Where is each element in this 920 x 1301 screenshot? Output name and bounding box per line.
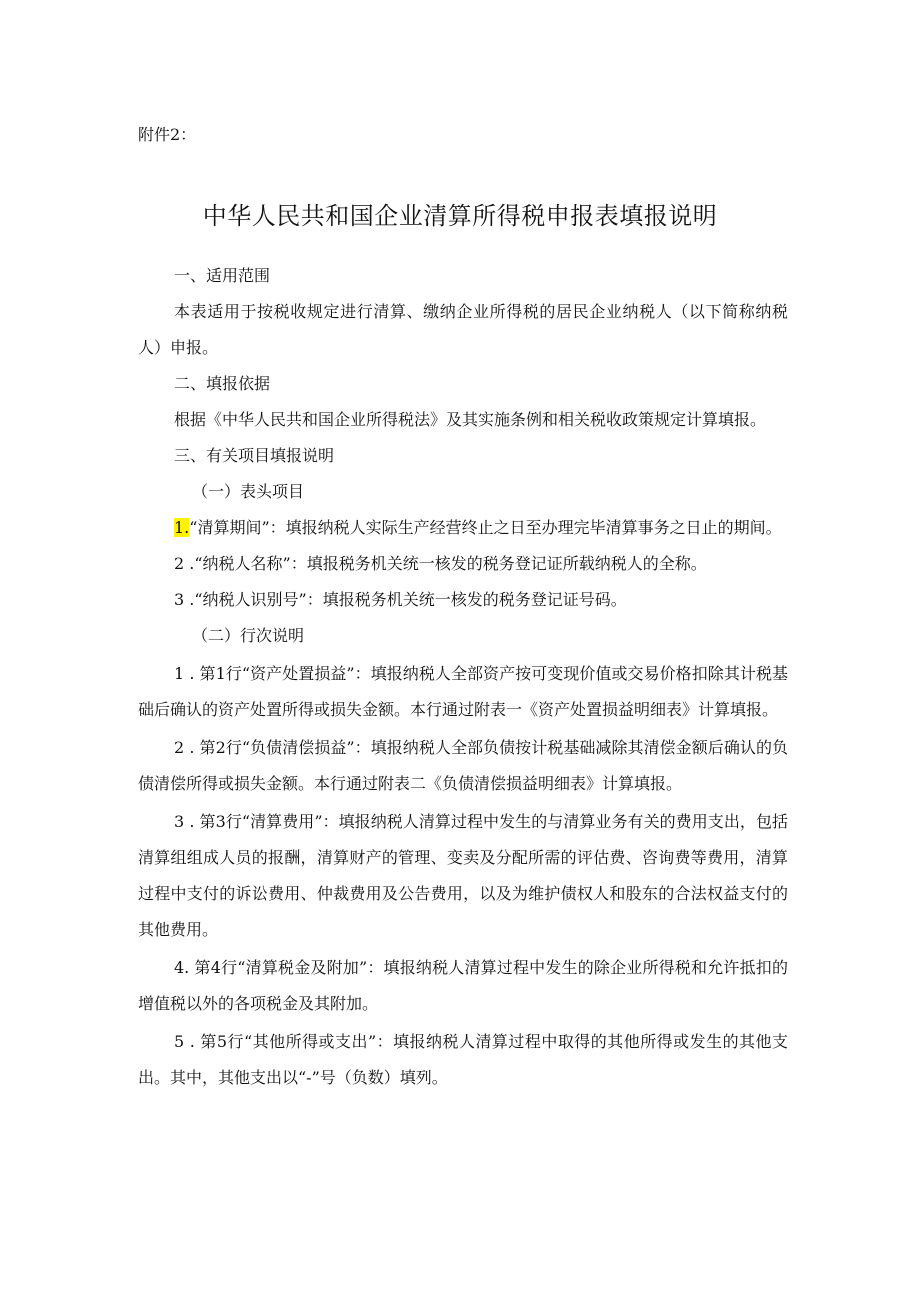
section-heading-items: 三、有关项目填报说明	[174, 446, 335, 465]
document-body	[138, 258, 788, 1096]
paragraph-row-3: 3 . 第3行“清算费用”：填报纳税人清算过程中发生的与清算业务有关的费用支出，包括清算组组成人员的报酬，清算财产的管理、变卖及分配所需的评估费、咨询费等费用，清算过程中支付的诉讼费用、仲裁费用及公告费用，以及为维护债权人和股东的合法权益支付的其他费用。	[138, 812, 788, 939]
subheading-row-notes: （二）行次说明	[192, 626, 305, 645]
paragraph-row-4: 4. 第4行“清算税金及附加”：填报纳税人清算过程中发生的除企业所得税和允许抵扣的增值税以外的各项税金及其附加。	[138, 958, 788, 1013]
document-title: 中华人民共和国企业清算所得税申报表填报说明	[202, 202, 718, 230]
section-heading-scope: 一、适用范围	[174, 266, 271, 285]
highlight-mark: 1.	[174, 518, 190, 537]
paragraph-header-item-3: 3 .“纳税人识别号”：填报税务机关统一核发的税务登记证号码。	[174, 590, 627, 609]
attachment-label: 附件2：	[138, 125, 197, 144]
section-heading-basis: 二、填报依据	[174, 374, 271, 393]
subheading-header-items: （一）表头项目	[192, 482, 305, 501]
paragraph-row-5: 5 . 第5行“其他所得或支出”：填报纳税人清算过程中取得的其他所得或发生的其他支出。其中，其他支出以“-”号（负数）填列。	[138, 1032, 788, 1087]
paragraph-row-2: 2 . 第2行“负债清偿损益”：填报纳税人全部负债按计税基础减除其清偿金额后确认的负债清偿所得或损失金额。本行通过附表二《负债清偿损益明细表》计算填报。	[138, 738, 788, 793]
paragraph-scope: 本表适用于按税收规定进行清算、缴纳企业所得税的居民企业纳税人（以下简称纳税人）申报。	[138, 302, 788, 357]
paragraph-row-1: 1 . 第1行“资产处置损益”：填报纳税人全部资产按可变现价值或交易价格扣除其计税基础后确认的资产处置所得或损失金额。本行通过附表一《资产处置损益明细表》计算填报。	[138, 664, 788, 719]
paragraph-header-item-1	[138, 510, 788, 546]
paragraph-basis: 根据《中华人民共和国企业所得税法》及其实施条例和相关税收政策规定计算填报。	[174, 410, 767, 429]
paragraph-header-item-2: 2 .“纳税人名称”：填报税务机关统一核发的税务登记证所载纳税人的全称。	[174, 554, 707, 573]
paragraph-text: “清算期间”：填报纳税人实际生产经营终止之日至办理完毕清算事务之日止的期间。	[189, 518, 782, 537]
